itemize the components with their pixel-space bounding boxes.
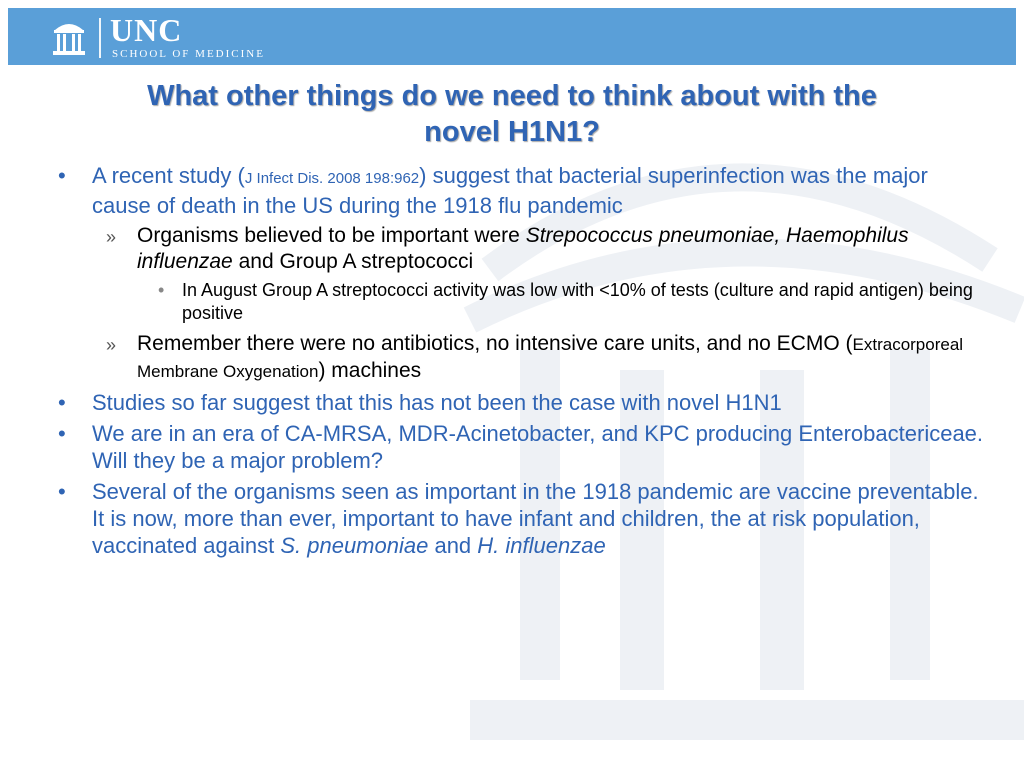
old-well-logo-icon	[52, 18, 86, 56]
sub-bullet-icon: »	[106, 335, 117, 355]
bullet-icon: •	[58, 163, 66, 188]
slide-content	[0, 162, 1024, 563]
logo-subtitle: SCHOOL OF MEDICINE	[112, 48, 265, 60]
logo-divider	[99, 18, 101, 58]
bullet-item	[0, 478, 1024, 559]
bullet-text: ) suggest that bacterial superinfection was the major cause of death in the US during the 1918 flu pandemic	[92, 163, 928, 218]
bullet-text: Several of the organisms seen as important in the 1918 pandemic are vaccine preventable. It is now, more than ever, important to have infant and children, the at risk population, vaccinated against	[92, 479, 979, 558]
bullet-icon: •	[58, 421, 66, 446]
slide-title	[40, 78, 984, 150]
bullet-item	[0, 389, 1024, 416]
organism-name: H. influenzae	[477, 533, 606, 558]
sub-bullet-item	[0, 331, 1024, 385]
ecmo-expansion: Extracorporeal Membrane Oxygenation	[137, 335, 964, 381]
bullet-text: Remember there were no antibiotics, no intensive care units, and no ECMO (	[137, 332, 853, 355]
bullet-text: Organisms believed to be important were	[137, 224, 526, 247]
bullet-item	[0, 420, 1024, 474]
slide-title-line-1: What other things do we need to think about with the	[147, 80, 877, 112]
bullet-text: A recent study (	[92, 163, 245, 188]
bullet-icon: •	[158, 280, 165, 300]
bullet-text: ) machines	[318, 359, 422, 382]
logo-name: UNC	[110, 12, 183, 48]
sub-bullet-item	[0, 223, 1024, 275]
bullet-item	[0, 162, 1024, 219]
organism-names: Strepococcus pneumoniae, Haemophilus influenzae	[137, 224, 909, 273]
bullet-text: Studies so far suggest that this has not been the case with novel H1N1	[92, 390, 782, 415]
bullet-icon: •	[58, 479, 66, 504]
bullet-text: and	[428, 533, 478, 558]
bullet-text: In August Group A streptococci activity was low with <10% of tests (culture and rapid antigen) being positive	[182, 280, 973, 323]
header-bar	[8, 8, 1016, 65]
sub-sub-bullet-item	[0, 279, 1024, 325]
citation: J Infect Dis. 2008 198:962	[244, 170, 420, 187]
bullet-text: We are in an era of CA-MRSA, MDR-Acinetobacter, and KPC producing Enterobactericeae. Will they be a major problem?	[92, 421, 984, 473]
bullet-icon: •	[58, 390, 66, 415]
bullet-text: and Group A streptococci	[232, 250, 474, 273]
organism-name: S. pneumoniae	[280, 533, 429, 558]
slide-title-line-2: novel H1N1?	[424, 116, 600, 148]
sub-bullet-icon: »	[106, 227, 117, 247]
